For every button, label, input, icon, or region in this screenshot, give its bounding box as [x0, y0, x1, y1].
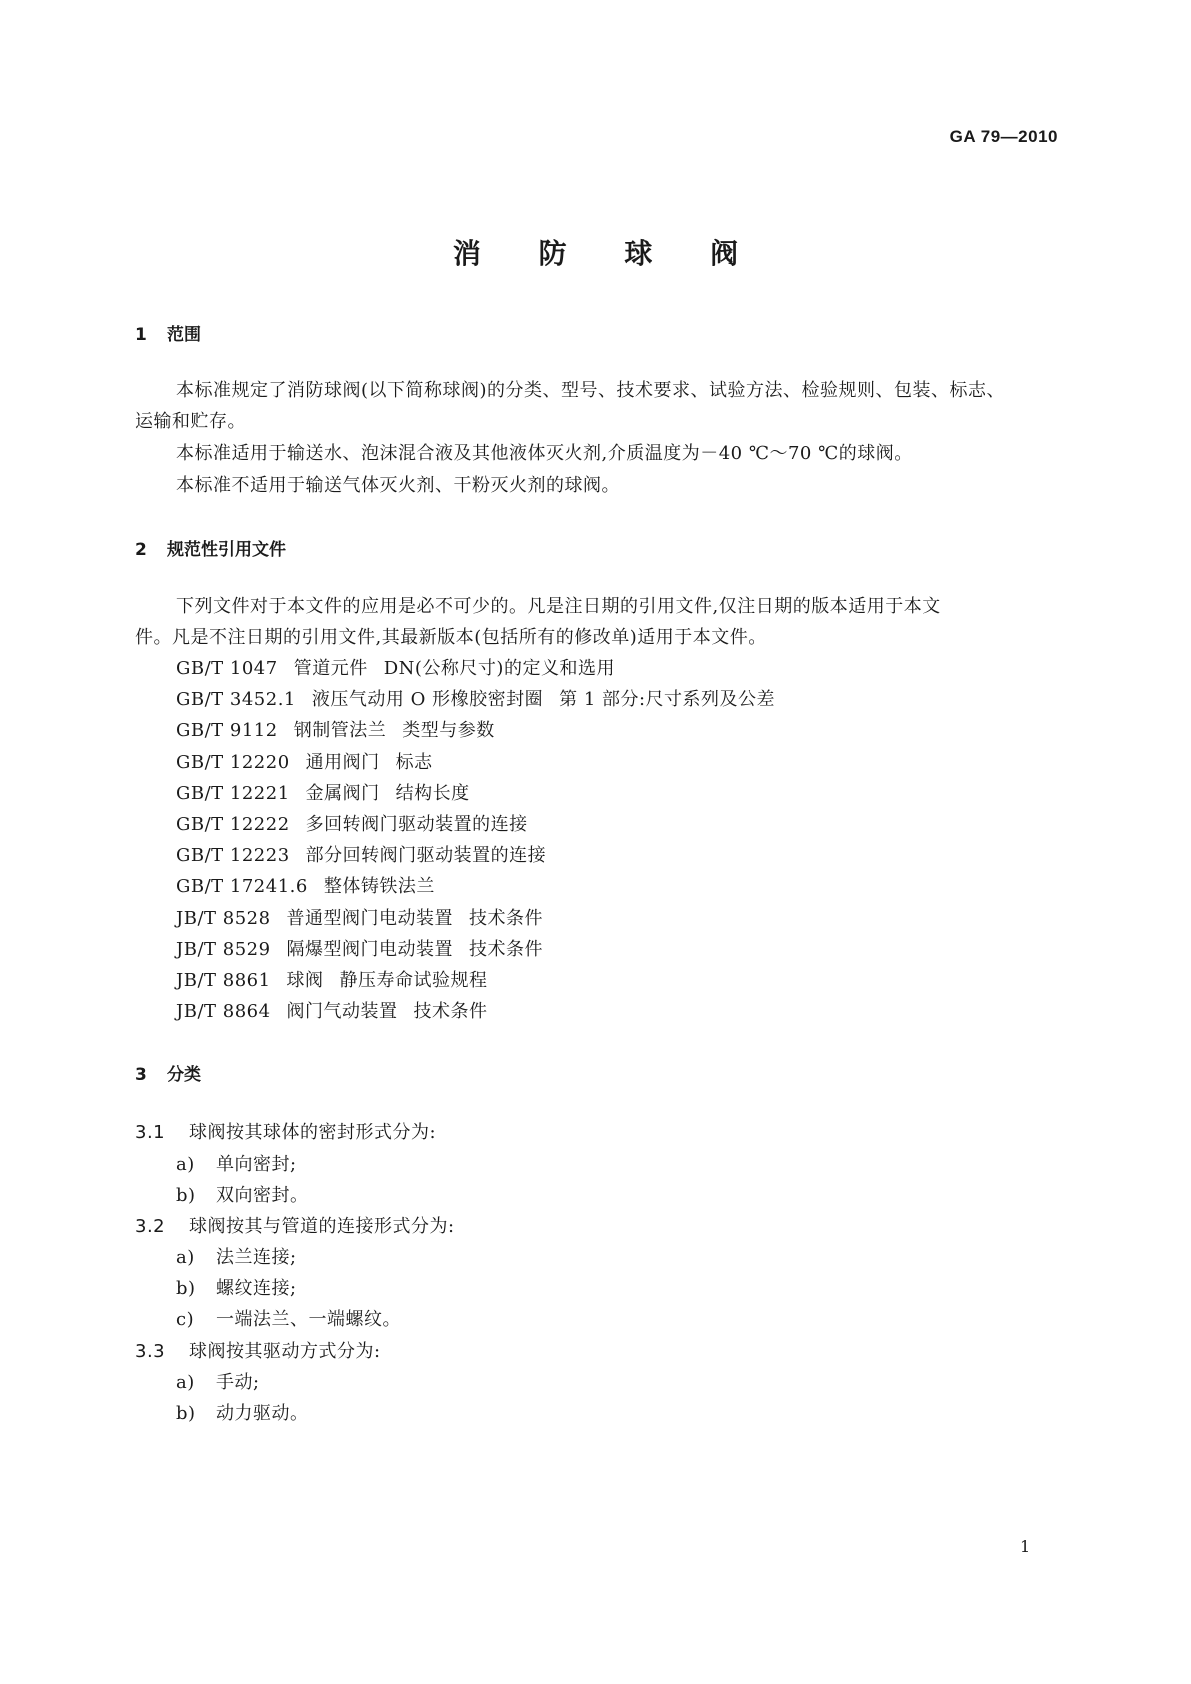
list-marker: a): [176, 1247, 195, 1268]
reference-code: JB/T 8861: [176, 970, 271, 991]
subsection-text: 球阀按其球体的密封形式分为:: [189, 1122, 437, 1143]
reference-item: [176, 810, 528, 836]
reference-title: 通用阀门: [305, 751, 380, 773]
subsection-number: 3.1: [135, 1122, 166, 1143]
reference-item: [176, 966, 488, 992]
list-item-text: 手动;: [216, 1372, 260, 1393]
reference-item: [176, 872, 435, 898]
reference-title: 阀门气动装置: [286, 1001, 398, 1023]
document-title: 消 防 球 阀: [452, 237, 763, 270]
reference-title: 整体铸铁法兰: [323, 876, 435, 898]
reference-code: GB/T 17241.6: [176, 876, 308, 898]
reference-title: 钢制管法兰: [293, 720, 387, 742]
subsection-3-2: [135, 1212, 455, 1238]
subsection-text: 球阀按其与管道的连接形式分为:: [189, 1216, 455, 1237]
reference-title: 金属阀门: [305, 782, 380, 804]
section-title: 范围: [167, 325, 201, 345]
section-number: 3: [135, 1065, 147, 1085]
subsection-text: 球阀按其驱动方式分为:: [189, 1341, 381, 1362]
section-2-heading: [135, 535, 286, 560]
paragraph-line: 运输和贮存。: [135, 411, 246, 432]
section-1-heading: [135, 320, 201, 345]
reference-subtitle: 第 1 部分:尺寸系列及公差: [559, 689, 776, 711]
reference-subtitle: 静压寿命试验规程: [339, 970, 488, 991]
section-number: 1: [135, 325, 147, 345]
reference-code: JB/T 8864: [176, 1001, 271, 1023]
list-item-text: 动力驱动。: [216, 1403, 309, 1424]
reference-code: GB/T 1047: [176, 658, 278, 679]
list-item-text: 一端法兰、一端螺纹。: [216, 1309, 401, 1330]
reference-item: [176, 716, 495, 742]
list-marker: b): [176, 1278, 196, 1299]
reference-subtitle: 技术条件: [469, 907, 544, 929]
reference-title: 隔爆型阀门电动装置: [286, 938, 454, 960]
list-item: [176, 1274, 297, 1300]
list-marker: c): [176, 1309, 195, 1330]
reference-item: [176, 935, 543, 961]
list-marker: b): [176, 1185, 196, 1206]
reference-code: JB/T 8529: [176, 938, 271, 960]
subsection-number: 3.2: [135, 1216, 166, 1237]
reference-title: 球阀: [286, 970, 324, 991]
reference-item: [176, 779, 470, 805]
paragraph-line: 本标准不适用于输送气体灭火剂、干粉灭火剂的球阀。: [176, 475, 620, 496]
reference-item: [176, 654, 615, 680]
reference-code: GB/T 12221: [176, 782, 290, 804]
list-item: [176, 1150, 297, 1176]
list-item: [176, 1243, 297, 1269]
reference-code: JB/T 8528: [176, 907, 271, 929]
standard-code: GA 79—2010: [949, 127, 1058, 146]
reference-item: [176, 685, 775, 711]
subsection-number: 3.3: [135, 1341, 166, 1362]
list-item: [176, 1399, 309, 1425]
reference-subtitle: DN(公称尺寸)的定义和选用: [383, 658, 615, 679]
section-3-heading: [135, 1060, 201, 1085]
reference-code: GB/T 12223: [176, 845, 290, 867]
reference-title: 管道元件: [293, 658, 368, 679]
section-title: 分类: [167, 1065, 201, 1085]
section-number: 2: [135, 540, 147, 560]
list-item: [176, 1181, 309, 1207]
list-item-text: 螺纹连接;: [216, 1278, 297, 1299]
reference-subtitle: 结构长度: [395, 782, 470, 804]
reference-code: GB/T 3452.1: [176, 689, 296, 711]
reference-subtitle: 标志: [395, 751, 433, 773]
list-item-text: 双向密封。: [216, 1185, 309, 1206]
paragraph-line: 本标准适用于输送水、泡沫混合液及其他液体灭火剂,介质温度为－40 ℃～70 ℃的球阀。: [176, 443, 913, 464]
reference-subtitle: 技术条件: [413, 1001, 488, 1023]
reference-item: [176, 748, 433, 774]
reference-title: 液压气动用 O 形橡胶密封圈: [311, 689, 544, 711]
reference-title: 多回转阀门驱动装置的连接: [305, 814, 528, 835]
reference-title: 部分回转阀门驱动装置的连接: [305, 845, 547, 867]
reference-subtitle: 类型与参数: [402, 720, 495, 742]
list-item-text: 法兰连接;: [216, 1247, 297, 1268]
reference-subtitle: 技术条件: [469, 938, 544, 960]
list-marker: a): [176, 1154, 195, 1175]
list-marker: b): [176, 1403, 196, 1424]
subsection-3-1: [135, 1118, 436, 1144]
list-marker: a): [176, 1372, 195, 1393]
list-item: [176, 1305, 401, 1331]
reference-code: GB/T 9112: [176, 720, 278, 742]
reference-title: 普通型阀门电动装置: [286, 907, 454, 929]
reference-item: [176, 841, 546, 867]
section-title: 规范性引用文件: [167, 540, 286, 560]
paragraph-line: 下列文件对于本文件的应用是必不可少的。凡是注日期的引用文件,仅注日期的版本适用于本文: [176, 596, 941, 617]
reference-item: [176, 997, 488, 1023]
list-item-text: 单向密封;: [216, 1154, 297, 1175]
paragraph-line: 本标准规定了消防球阀(以下简称球阀)的分类、型号、技术要求、试验方法、检验规则、包装、标志、: [176, 380, 1006, 401]
reference-code: GB/T 12222: [176, 814, 290, 835]
reference-code: GB/T 12220: [176, 751, 290, 773]
page-number: 1: [1020, 1537, 1031, 1556]
list-item: [176, 1368, 260, 1394]
paragraph-line: 件。凡是不注日期的引用文件,其最新版本(包括所有的修改单)适用于本文件。: [135, 627, 767, 648]
subsection-3-3: [135, 1337, 381, 1363]
reference-item: [176, 904, 543, 930]
